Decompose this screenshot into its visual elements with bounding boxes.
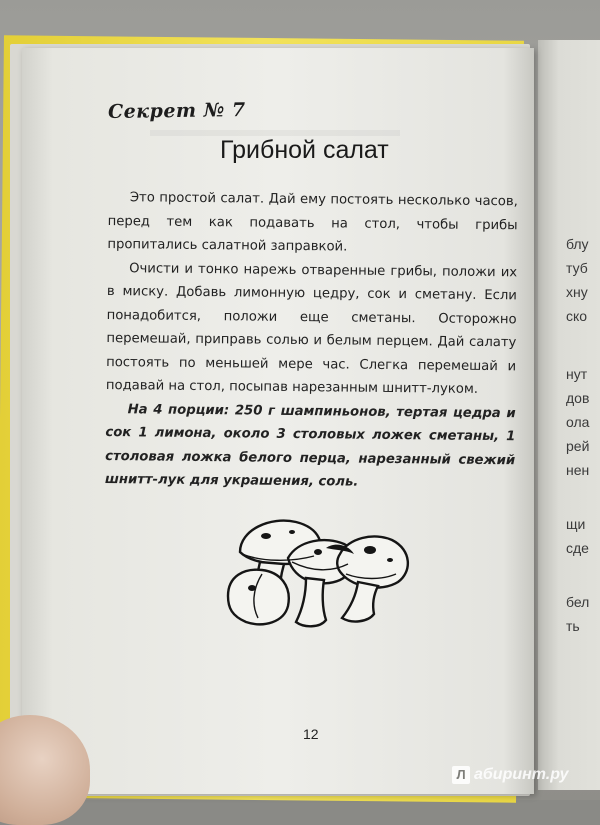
right-page-fragment: ско [566, 308, 588, 324]
method-paragraph: Очисти и тонко нарежь отваренные грибы, положи их в миску. Добавь лимонную цедру, сок и сметану. Если понадобится, положи еще сметаны. Осторожно перемешай, приправь солью и белым перцем. Дай салату постоять по меньшей мере час. Слегка перемешай и подавай на стол, посыпав нарезанным шнитт-луком. [105, 260, 518, 397]
right-page-fragment: сде [566, 540, 589, 556]
recipe-title: Грибной салат [220, 136, 389, 164]
right-page-fragment: ола [566, 414, 590, 430]
ingredients-paragraph: На 4 порции: 250 г шампиньонов, тертая цедра и сок 1 лимона, около 3 столовых ложек сметаны, 1 столовая ложка белого перца, нарезанный свежий шнитт-лук для украшения, соль. [104, 401, 516, 490]
right-page-fragment: бел [566, 594, 590, 610]
watermark-text: абиринт.ру [474, 766, 569, 784]
mushrooms-illustration [222, 510, 422, 650]
right-page [538, 40, 600, 790]
intro-paragraph: Это простой салат. Дай ему постоять несколько часов, перед тем как подавать на стол, чтобы грибы пропитались салатной заправкой. [107, 190, 518, 255]
page-number: 12 [303, 726, 319, 742]
watermark-logo-icon: Л [452, 766, 470, 784]
right-page-fragment: хну [566, 284, 588, 300]
right-page-fragment: ть [566, 618, 580, 634]
right-page-fragment: туб [566, 260, 588, 276]
right-page-fragment: блу [566, 236, 589, 252]
recipe-body [105, 186, 518, 496]
right-page-fragment: дов [566, 390, 590, 406]
section-label: Секрет № 7 [107, 99, 246, 123]
watermark [452, 766, 569, 784]
right-page-fragment: рей [566, 438, 590, 454]
right-page-fragment: нен [566, 462, 590, 478]
right-page-fragment: щи [566, 516, 586, 532]
right-page-fragment: нут [566, 366, 588, 382]
